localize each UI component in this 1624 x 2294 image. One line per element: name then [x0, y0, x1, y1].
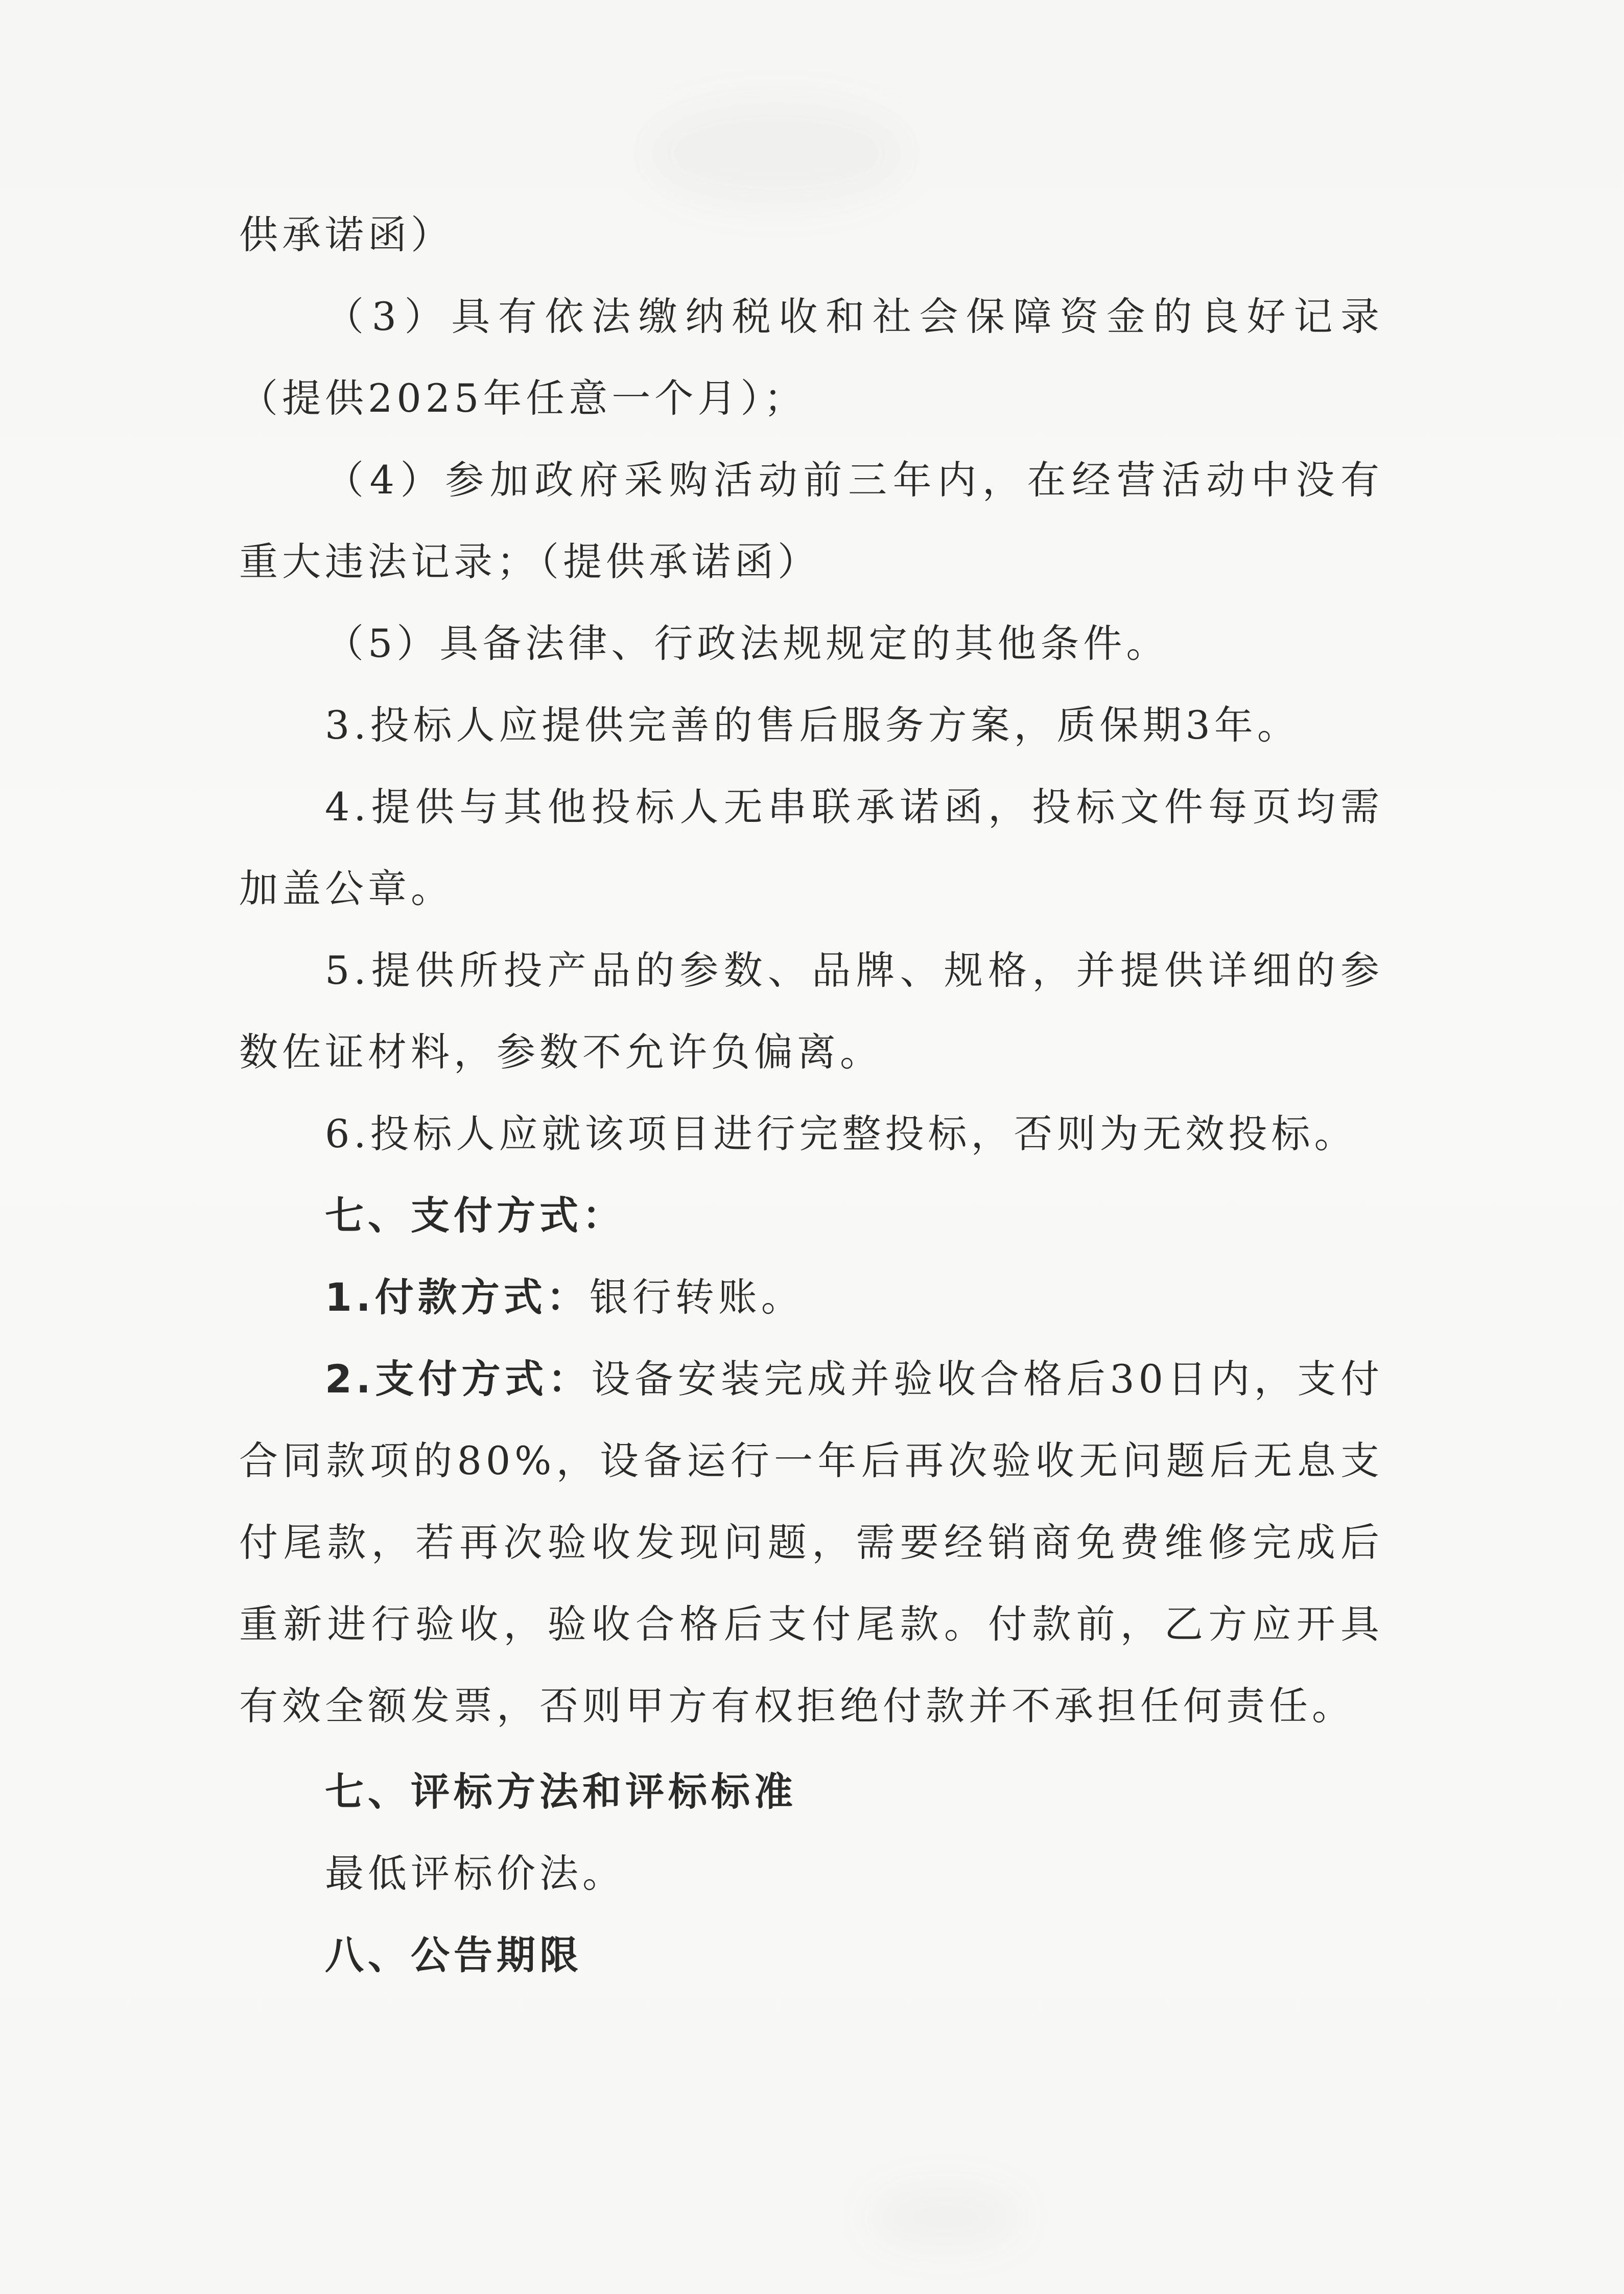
paragraph-payment-method [239, 1257, 1383, 1338]
paragraph-tax-record: （3）具有依法缴纳税收和社会保障资金的良好记录（提供2025年任意一个月）； [239, 294, 1383, 421]
paragraph-product-params: 5.提供所投产品的参数、品牌、规格，并提供详细的参数佐证材料，参数不允许负偏离。 [239, 948, 1383, 1075]
section-heading-evaluation: 七、评标方法和评标标准 [325, 1769, 797, 1814]
paragraph-no-violation: （4）参加政府采购活动前三年内，在经营活动中没有重大违法记录；（提供承诺函） [239, 457, 1383, 584]
paragraph-other-conditions: （5）具备法律、行政法规规定的其他条件。 [325, 621, 1169, 666]
payment-terms-label: 2.支付方式： [325, 1356, 592, 1402]
paragraph-continuation: 供承诺函） [239, 212, 454, 257]
paragraph-after-sales: 3.投标人应提供完善的售后服务方案，质保期3年。 [325, 702, 1300, 748]
paragraph-evaluation-method: 最低评标价法。 [325, 1851, 625, 1896]
scan-shadow [644, 102, 909, 204]
payment-terms-text: 设备安装完成并验收合格后30日内，支付合同款项的80%，设备运行一年后再次验收无问题后无息支付尾款，若再次验收发现问题，需要经销商免费维修完成后重新进行验收，验收合格后支付尾款。付款前，乙方应开具有效全额发票，否则甲方有权拒绝付款并不承担任何责任。 [239, 1356, 1383, 1729]
paragraph-complete-bid: 6.投标人应就该项目进行完整投标，否则为无效投标。 [325, 1111, 1357, 1156]
payment-method-text: 银行转账。 [589, 1274, 804, 1320]
document-body [239, 194, 1383, 1996]
payment-method-label: 1.付款方式： [325, 1274, 590, 1320]
paragraph-no-collusion: 4.提供与其他投标人无串联承诺函，投标文件每页均需加盖公章。 [239, 784, 1383, 911]
paragraph-payment-terms [239, 1338, 1383, 1747]
scan-shadow [868, 2186, 1022, 2248]
section-heading-notice-period: 八、公告期限 [325, 1932, 582, 1978]
section-heading-payment: 七、支付方式： [325, 1193, 625, 1238]
